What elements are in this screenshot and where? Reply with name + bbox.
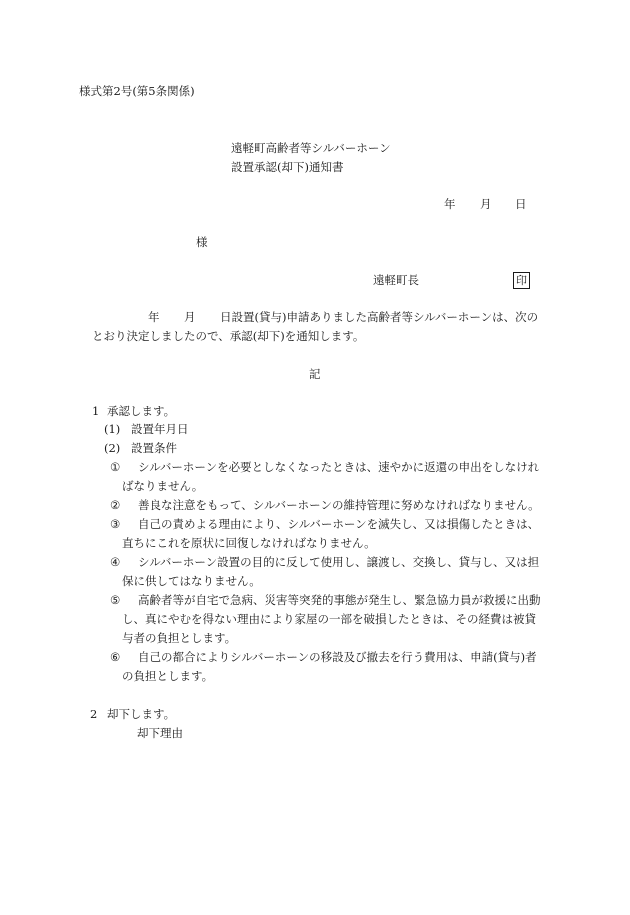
condition-number: ⑥ [110,650,121,664]
condition-text-line: 保に供してはなりません。 [122,574,261,588]
rejection-reason-label: 却下理由 [137,726,183,740]
section-1-label: 承認します。 [107,404,176,418]
condition-text-line: 自己の都合によりシルバーホーンの移設及び撤去を行う費用は、申請(貸与)者 [138,650,537,664]
sub-1-number: (1) [104,422,121,436]
date-month-label: 月 [480,197,492,211]
condition-text-line: 高齢者等が自宅で急病、災害等突発的事態が発生し、緊急協力員が救援に出動 [138,593,541,607]
condition-text-line: シルバーホーン設置の目的に反して使用し、譲渡し、交換し、貸与し、又は担 [138,555,540,569]
condition-text-line: シルバーホーンを必要としなくなったときは、速やかに返還の申出をしなけれ [138,460,540,474]
condition-text-line: 与者の負担とします。 [122,631,237,645]
title-line-2: 設置承認(却下)通知書 [231,160,344,174]
section-1-number: 1 [92,404,100,418]
date-year-label: 年 [444,197,456,211]
sub-1-label: 設置年月日 [131,422,189,436]
condition-text-line: 直ちにこれを原状に回復しなければなりません。 [122,536,376,550]
title-line-1: 遠軽町高齢者等シルバーホーン [231,141,391,155]
condition-number: ③ [110,517,121,531]
body-year-label: 年 [148,310,160,324]
section-2-number: 2 [90,707,98,721]
body-line-2: とおり決定しましたので、承認(却下)を通知します。 [92,329,365,343]
body-line-1: 日設置(貸与)申請ありました高齢者等シルバーホーンは、次の [220,310,539,324]
sub-2-label: 設置条件 [131,441,177,455]
condition-text-line: の負担とします。 [122,669,214,683]
issuer-name: 遠軽町長 [373,273,419,287]
addressee-suffix: 様 [196,235,208,249]
condition-number: ⑤ [110,593,121,607]
condition-number: ② [110,498,121,512]
condition-text-line: 自己の責めよる理由により、シルバーホーンを滅失し、又は損傷したときは、 [138,517,540,531]
condition-number: ④ [110,555,121,569]
condition-text-line: 善良な注意をもって、シルバーホーンの維持管理に努めなければなりません。 [138,498,540,512]
seal-stamp: 印 [513,272,530,289]
condition-text-line: し、真にやむを得ない理由により家屋の一部を破損したときは、その経費は被貸 [122,612,536,626]
section-2-label: 却下します。 [107,707,176,721]
sub-2-number: (2) [104,441,121,455]
date-day-label: 日 [515,197,527,211]
condition-text-line: ばなりません。 [122,479,204,493]
form-label: 様式第2号(第5条関係) [79,84,195,98]
condition-number: ① [110,460,121,474]
body-month-label: 月 [184,310,196,324]
ki-heading: 記 [309,367,321,381]
